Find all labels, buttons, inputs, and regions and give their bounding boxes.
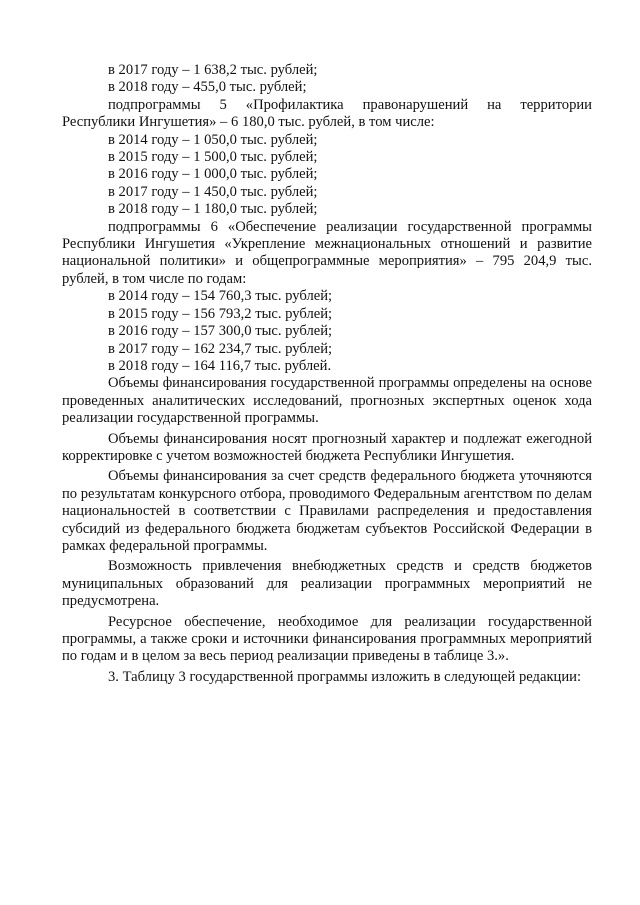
funding-line-2018-a: в 2018 году – 455,0 тыс. рублей; (108, 79, 307, 96)
funding-line-2015-b: в 2015 году – 1 500,0 тыс. рублей; (108, 149, 318, 166)
funding-line-2018-c: в 2018 году – 164 116,7 тыс. рублей. (108, 357, 332, 374)
funding-line-2017-b: в 2017 году – 1 450,0 тыс. рублей; (108, 183, 318, 200)
funding-line-2015-c: в 2015 году – 156 793,2 тыс. рублей; (108, 305, 333, 322)
document-page (62, 62, 592, 686)
funding-line-2017-a: в 2017 году – 1 638,2 тыс. рублей; (108, 62, 318, 78)
funding-line-2018-b: в 2018 году – 1 180,0 тыс. рублей; (108, 201, 318, 218)
resource-provision-paragraph: Ресурсное обеспечение, необходимое для реализации государственной программы, а также сроки и источники финансирования программных мероприятий по годам и в целом за весь период реализации приведены в таблице 3.». (62, 613, 592, 665)
funding-line-2016-b: в 2016 году – 1 000,0 тыс. рублей; (108, 166, 318, 183)
funding-line-2016-c: в 2016 году – 157 300,0 тыс. рублей; (108, 323, 333, 340)
forecast-paragraph: Объемы финансирования носят прогнозный характер и подлежат ежегодной корректировке с учетом возможностей бюджета Республики Ингушетия. (62, 430, 592, 464)
extrabudgetary-paragraph: Возможность привлечения внебюджетных средств и средств бюджетов муниципальных образований для реализации программных мероприятий не предусмотрена. (62, 558, 592, 610)
federal-budget-paragraph: Объемы финансирования за счет средств федерального бюджета уточняются по результатам конкурсного отбора, проводимого Федеральным агентством по делам национальностей в соответствии с Правилами распределения и предоставления субсидий из федерального бюджета бюджетам субъектов Российской Федерации в рамках федеральной программы. (62, 468, 592, 554)
funding-basis-paragraph: Объемы финансирования государственной программы определены на основе проведенных аналитических исследований, прогнозных экспертных оценок хода реализации государственной программы. (62, 375, 592, 427)
funding-line-2014-b: в 2014 году – 1 050,0 тыс. рублей; (108, 131, 318, 148)
table-3-amendment-paragraph: 3. Таблицу 3 государственной программы изложить в следующей редакции: (108, 668, 582, 685)
funding-line-2014-c: в 2014 году – 154 760,3 тыс. рублей; (108, 288, 333, 305)
funding-line-2017-c: в 2017 году – 162 234,7 тыс. рублей; (108, 340, 333, 357)
subprogram-5-paragraph: подпрограммы 5 «Профилактика правонарушений на территории Республики Ингушетия» – 6 180,0 тыс. рублей, в том числе: (62, 96, 592, 131)
subprogram-6-paragraph: подпрограммы 6 «Обеспечение реализации государственной программы Республики Ингушетия «Укрепление межнациональных отношений и развитие национальной политики» и общепрограммные мероприятия» – 795 204,9 тыс. рублей, в том числе по годам: (62, 218, 592, 287)
